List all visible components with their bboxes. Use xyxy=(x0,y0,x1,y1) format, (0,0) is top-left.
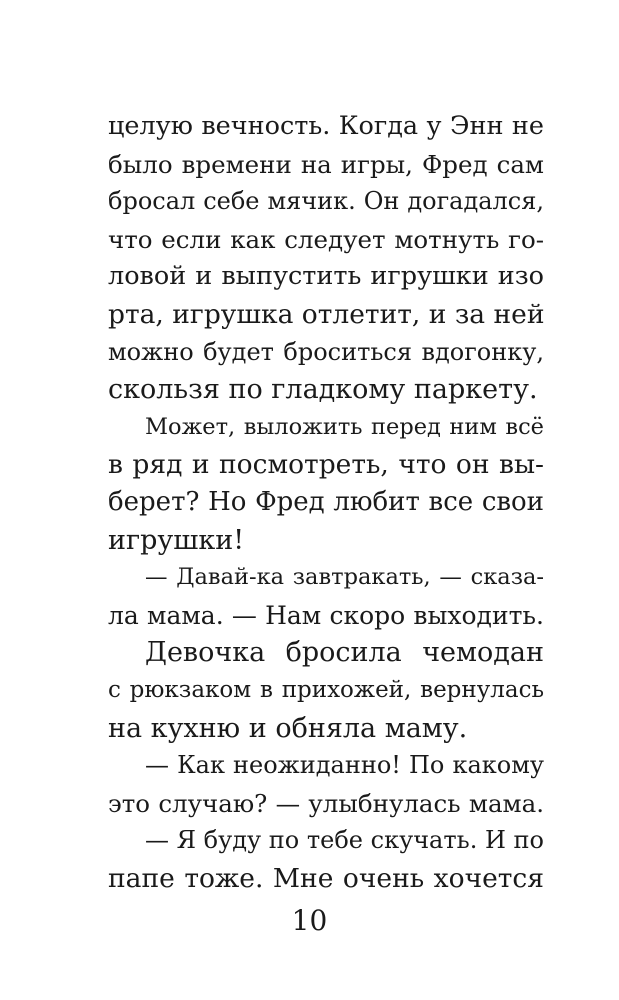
text-line: — Я буду по тебе скучать. И по xyxy=(145,826,544,855)
text-line: что если как следует мотнуть го- xyxy=(108,224,544,254)
text-line: целую вечность. Когда у Энн не xyxy=(108,111,544,141)
text-line: игрушки! xyxy=(108,524,245,556)
text-line: рта, игрушка отлетит, и за ней xyxy=(108,298,545,330)
text-line: это случаю? — улыбнулась мама. xyxy=(108,788,544,818)
text-line: бросал себе мячик. Он догадался, xyxy=(108,187,544,216)
text-line: на кухню и обняла маму. xyxy=(108,712,468,744)
text-line: — Как неожиданно! По какому xyxy=(145,751,544,780)
text-line: ла мама. — Нам скоро выходить. xyxy=(108,600,544,630)
text-line: с рюкзаком в прихожей, вернулась xyxy=(108,676,544,703)
text-line: папе тоже. Мне очень хочется xyxy=(108,862,544,894)
text-line: скользя по гладкому паркету. xyxy=(108,374,538,406)
text-line: Девочка бросила чемодан xyxy=(145,637,544,669)
text-line: Может, выложить перед ним всё xyxy=(145,413,544,440)
text-line: в ряд и посмотреть, что он вы- xyxy=(108,449,544,481)
text-line: берет? Но Фред любит все свои xyxy=(108,486,544,517)
body-text xyxy=(108,108,544,897)
text-line: было времени на игры, Фред сам xyxy=(108,149,544,179)
text-line: — Давай-ка завтракать, — сказа- xyxy=(145,564,544,591)
text-line: можно будет броситься вдогонку, xyxy=(108,337,544,366)
page-number: 10 xyxy=(291,904,328,937)
text-line: ловой и выпустить игрушки изо xyxy=(108,261,544,292)
